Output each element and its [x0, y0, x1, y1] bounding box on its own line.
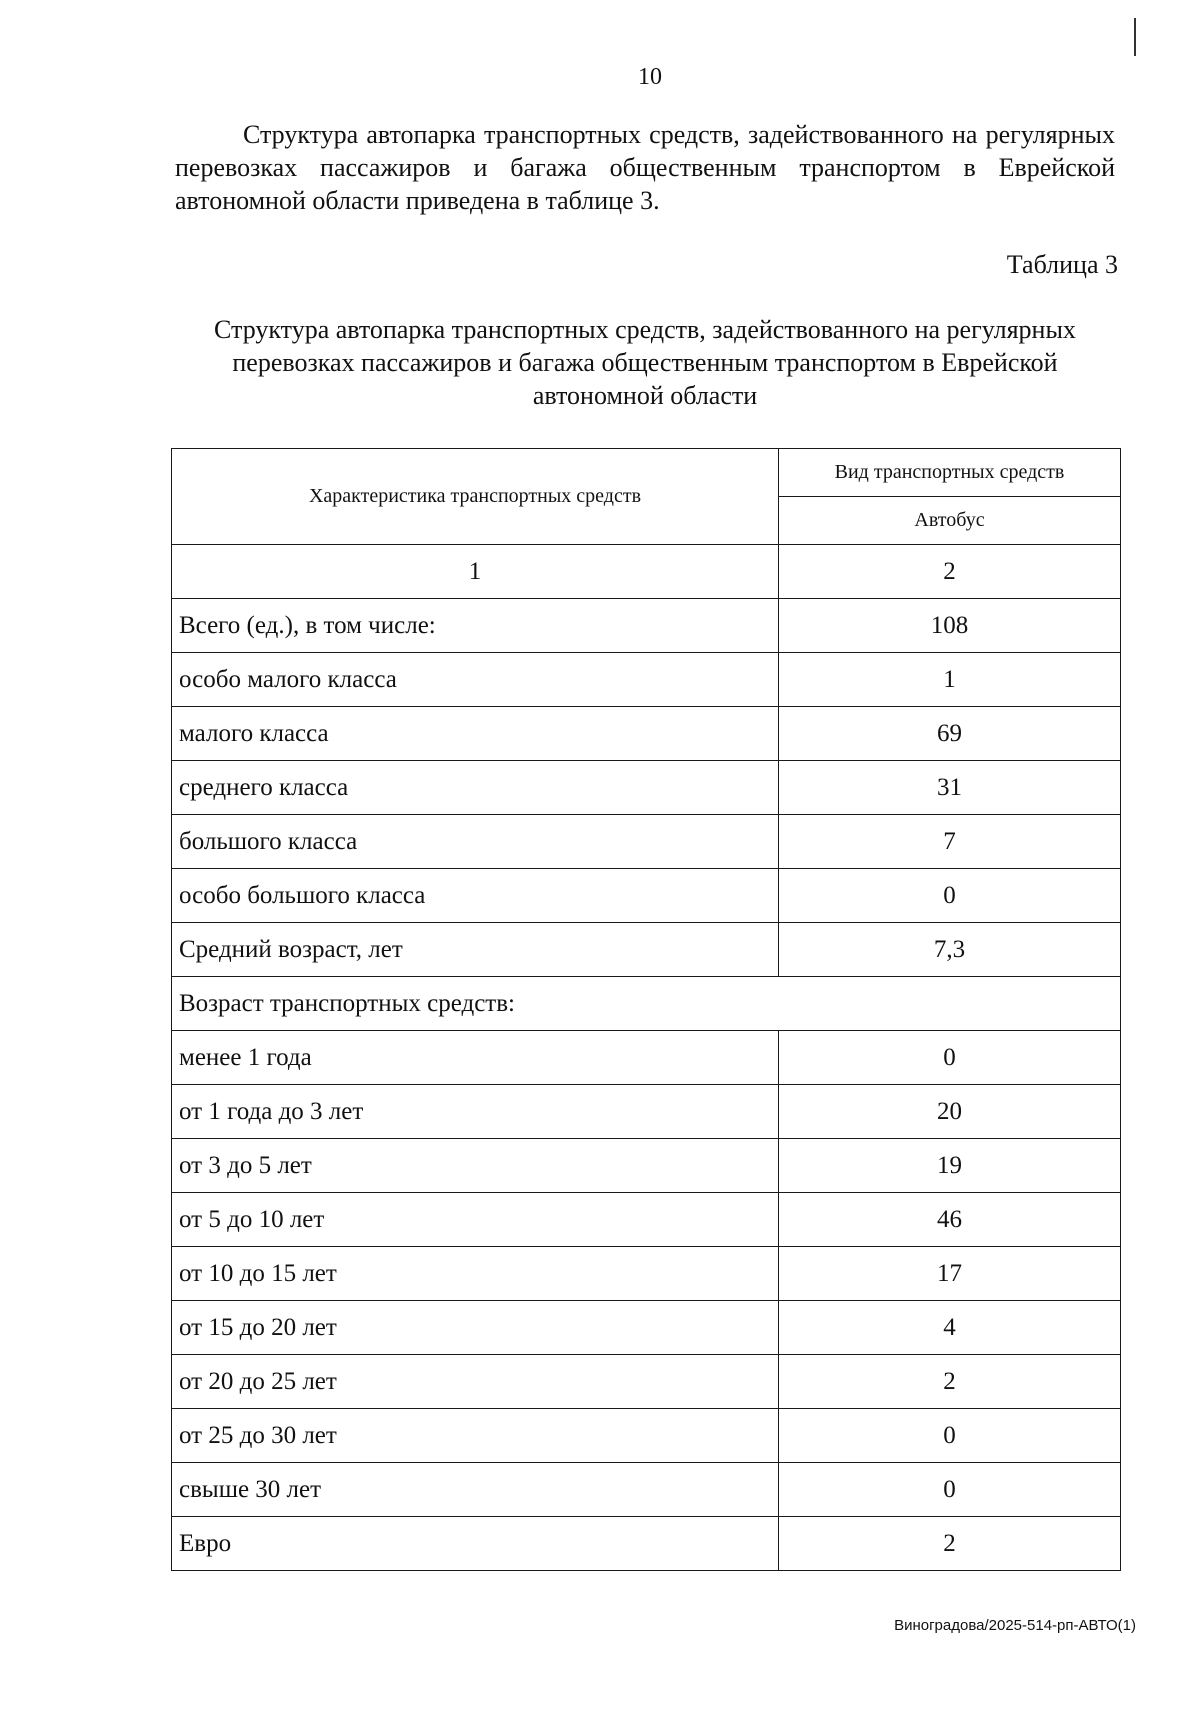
- row-value: 0: [779, 869, 1121, 923]
- table-row: [172, 869, 1121, 923]
- row-label: менее 1 года: [172, 1031, 779, 1085]
- row-value: 4: [779, 1301, 1121, 1355]
- row-value: 69: [779, 707, 1121, 761]
- header-bus: Автобус: [779, 497, 1121, 545]
- table-row: [172, 1193, 1121, 1247]
- row-value: 20: [779, 1085, 1121, 1139]
- row-value: 2: [779, 1355, 1121, 1409]
- table-number: Таблица 3: [1006, 250, 1118, 279]
- row-label: особо малого класса: [172, 653, 779, 707]
- age-section-label: Возраст транспортных средств:: [172, 977, 1121, 1031]
- row-label: от 25 до 30 лет: [172, 1409, 779, 1463]
- row-label: малого класса: [172, 707, 779, 761]
- table-row: [172, 1085, 1121, 1139]
- row-value: 0: [779, 1409, 1121, 1463]
- row-value: 108: [779, 599, 1121, 653]
- table-row: [172, 1409, 1121, 1463]
- intro-paragraph: Структура автопарка транспортных средств, задействованного на регулярных перевозках пассажиров и багажа общественным транспортом в Еврейской автономной области приведена в таблице 3.: [175, 120, 1115, 215]
- column-number-1: 1: [172, 545, 779, 599]
- row-value: 0: [779, 1463, 1121, 1517]
- table-row: [172, 1301, 1121, 1355]
- row-label: от 15 до 20 лет: [172, 1301, 779, 1355]
- row-label: свыше 30 лет: [172, 1463, 779, 1517]
- row-value: 7,3: [779, 923, 1121, 977]
- row-value: 0: [779, 1031, 1121, 1085]
- row-value: 19: [779, 1139, 1121, 1193]
- column-number-2: 2: [779, 545, 1121, 599]
- row-label: от 1 года до 3 лет: [172, 1085, 779, 1139]
- table-row: [172, 1355, 1121, 1409]
- row-value: 17: [779, 1247, 1121, 1301]
- table-row: [172, 599, 1121, 653]
- row-value: 46: [779, 1193, 1121, 1247]
- table-row: [172, 1463, 1121, 1517]
- row-label: от 20 до 25 лет: [172, 1355, 779, 1409]
- scan-edge-mark: [1134, 18, 1136, 56]
- table-row: [172, 923, 1121, 977]
- row-value: 7: [779, 815, 1121, 869]
- row-label: Всего (ед.), в том числе:: [172, 599, 779, 653]
- header-characteristic: Характеристика транспортных средств: [172, 449, 779, 545]
- row-label: от 10 до 15 лет: [172, 1247, 779, 1301]
- row-value: 31: [779, 761, 1121, 815]
- row-label: особо большого класса: [172, 869, 779, 923]
- age-section-row: [172, 977, 1121, 1031]
- table-row: [172, 1247, 1121, 1301]
- column-number-row: [172, 545, 1121, 599]
- row-label: Евро: [172, 1517, 779, 1571]
- row-label: среднего класса: [172, 761, 779, 815]
- row-label: большого класса: [172, 815, 779, 869]
- table-row: [172, 761, 1121, 815]
- table-row: [172, 1031, 1121, 1085]
- row-value: 1: [779, 653, 1121, 707]
- table-row: [172, 815, 1121, 869]
- document-footer: Виноградова/2025-514-рп-АВТО(1): [894, 1617, 1136, 1634]
- table-row: [172, 1517, 1121, 1571]
- row-label: от 3 до 5 лет: [172, 1139, 779, 1193]
- row-label: от 5 до 10 лет: [172, 1193, 779, 1247]
- table-row: [172, 653, 1121, 707]
- fleet-structure-table: [171, 448, 1121, 1571]
- table-row: [172, 707, 1121, 761]
- table-row: [172, 1139, 1121, 1193]
- row-label: Средний возраст, лет: [172, 923, 779, 977]
- table-title: Структура автопарка транспортных средств, задействованного на регулярных перевозках пассажиров и багажа общественным транспортом в Еврейской автономной области: [214, 315, 1076, 410]
- row-value: 2: [779, 1517, 1121, 1571]
- page-number: 10: [638, 64, 662, 90]
- header-vehicle-type: Вид транспортных средств: [779, 449, 1121, 497]
